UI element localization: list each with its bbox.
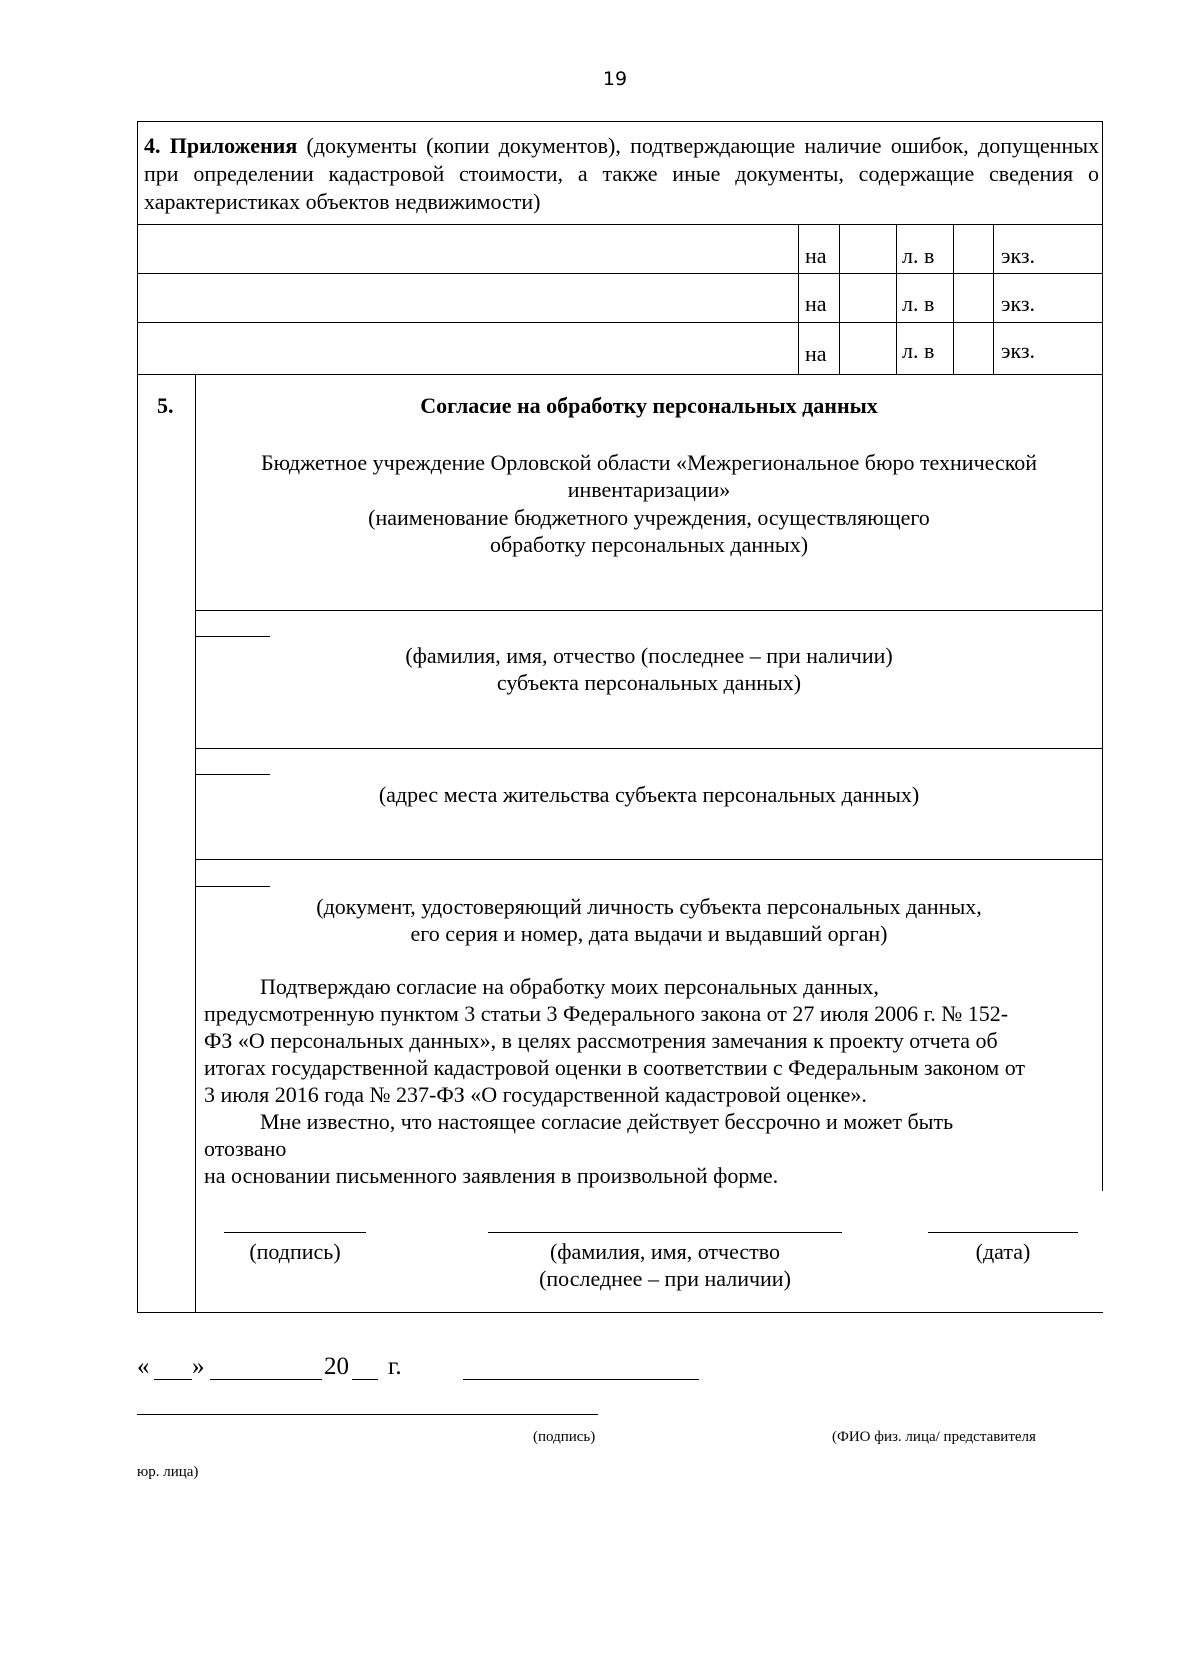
org-line2: инвентаризации»: [567, 477, 731, 502]
section4-description: (документы (копии документов), подтверждающие наличие ошибок, допущенных при определении кадастровой стоимости, а также иные документы, содержащие сведения о характеристиках объектов недвижимости): [144, 133, 1100, 214]
sign-fio-caption1: (фамилия, имя, отчество: [549, 1239, 781, 1264]
doc-caption2: его серия и номер, дата выдачи и выдавший орган): [410, 921, 888, 946]
fio-caption2: субъекта персональных данных): [496, 670, 802, 695]
org-line1: Бюджетное учреждение Орловской области «Межрегиональное бюро технической: [260, 450, 1038, 475]
address-caption: (адрес места жительства субъекта персональных данных): [378, 782, 920, 807]
row1-na: на: [805, 243, 827, 268]
page-number: 19: [602, 68, 628, 90]
sign-caption: (подпись): [249, 1239, 341, 1264]
consent-line-5: 3 июля 2016 года № 237-ФЗ «О государственной кадастровой оценке».: [204, 1082, 867, 1107]
org-caption2: обработку персональных данных): [489, 532, 809, 557]
row1-ekz: экз.: [1001, 243, 1036, 268]
consent-line-7: отозвано: [204, 1136, 287, 1161]
doc-caption1: (документ, удостоверяющий личность субъекта персональных данных,: [316, 894, 982, 919]
org-caption1: (наименование бюджетного учреждения, осуществляющего: [368, 505, 930, 530]
year-suffix: г.: [388, 1353, 402, 1380]
row2-na: на: [805, 291, 827, 316]
consent-line-8: на основании письменного заявления в произвольной форме.: [204, 1163, 779, 1188]
row3-ekz: экз.: [1001, 338, 1036, 363]
consent-line-3: ФЗ «О персональных данных», в целях рассмотрения замечания к проекту отчета об: [204, 1028, 998, 1053]
section4-number: 4.: [144, 133, 161, 158]
consent-line-6: Мне известно, что настоящее согласие действует бессрочно и может быть: [260, 1109, 954, 1134]
section4-header: [144, 132, 1099, 216]
sign-fio-caption2: (последнее – при наличии): [539, 1266, 791, 1291]
consent-line-4: итогах государственной кадастровой оценки в соответствии с Федеральным законом от: [204, 1055, 1026, 1080]
footer-fio-caption: (ФИО физ. лица/ представителя: [832, 1429, 1036, 1445]
footer-fio-caption-cont: юр. лица): [137, 1464, 199, 1480]
footer-sign-caption: (подпись): [533, 1429, 596, 1445]
date-caption: (дата): [975, 1239, 1031, 1264]
row3-na: на: [805, 341, 827, 366]
date-open-quote: «: [137, 1353, 150, 1380]
consent-line-2: предусмотренную пунктом 3 статьи 3 Федерального закона от 27 июля 2006 г. № 152-: [204, 1001, 1009, 1026]
year-prefix: 20: [324, 1353, 349, 1380]
section4-title: Приложения: [169, 133, 298, 158]
consent-line-1: Подтверждаю согласие на обработку моих персональных данных,: [260, 974, 879, 999]
date-close-quote: »: [192, 1353, 205, 1380]
row2-lv: л. в: [902, 291, 935, 316]
row1-lv: л. в: [902, 243, 935, 268]
row3-lv: л. в: [902, 338, 935, 363]
row2-ekz: экз.: [1001, 291, 1036, 316]
fio-caption1: (фамилия, имя, отчество (последнее – при наличии): [405, 643, 893, 668]
section5-number: 5.: [157, 393, 174, 418]
section5-title: Согласие на обработку персональных данных: [420, 393, 878, 418]
